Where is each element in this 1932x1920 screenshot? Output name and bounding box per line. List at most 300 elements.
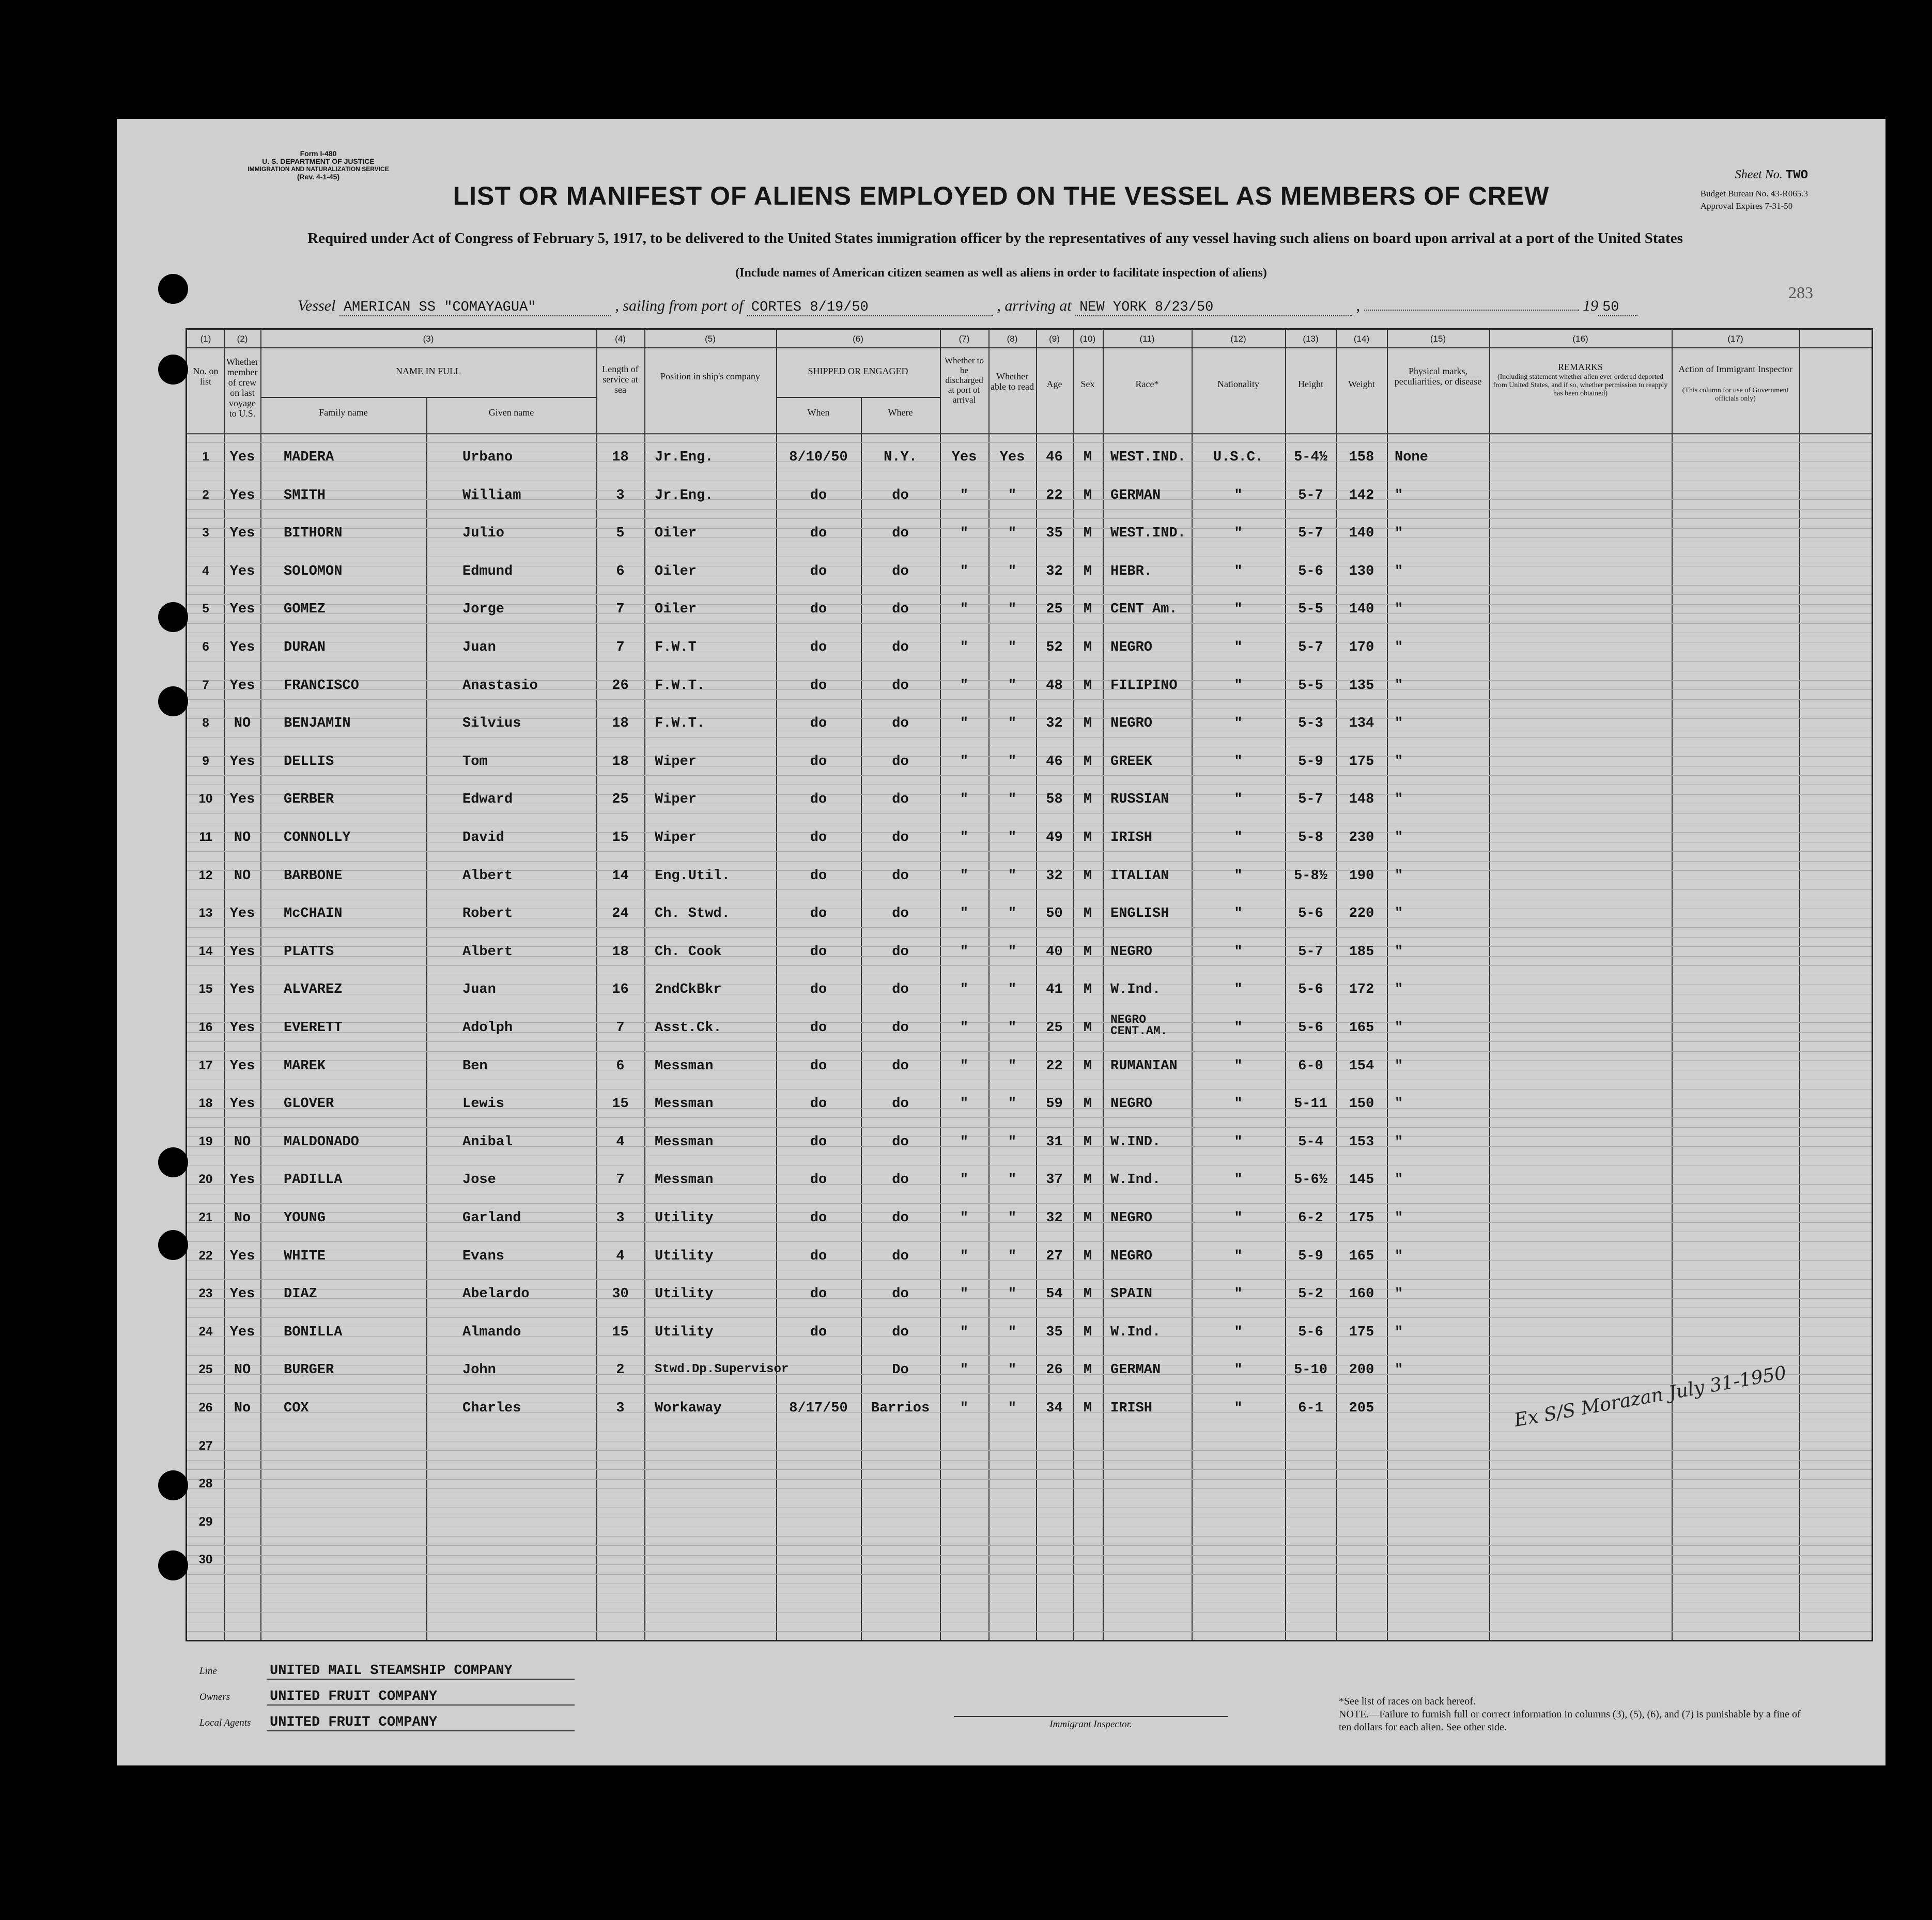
cell-height: 5-6 (1298, 982, 1323, 998)
line-label: Line (199, 1666, 217, 1677)
cell-family: PLATTS (284, 944, 334, 960)
cell-nat: " (1234, 1401, 1243, 1416)
cell-weight: 190 (1349, 868, 1374, 884)
cell-position: Messman (655, 1134, 714, 1150)
cell-height: 5-9 (1298, 754, 1323, 770)
ruled-line (187, 1574, 1872, 1575)
cell-nat: " (1234, 526, 1243, 542)
cell-weight: 205 (1349, 1401, 1374, 1416)
cell-disch: " (960, 487, 969, 503)
cell-age: 32 (1046, 716, 1063, 732)
inspector-signature-line: Immigrant Inspector. (954, 1716, 1228, 1730)
cell-height: 6-1 (1298, 1401, 1323, 1416)
cell-crew: No (234, 1210, 251, 1226)
cell-height: 5-6½ (1294, 1172, 1327, 1188)
cell-height: 5-11 (1294, 1096, 1327, 1112)
cell-read: " (1008, 754, 1017, 770)
cell-no: 9 (202, 754, 209, 768)
cell-service: 4 (616, 1248, 625, 1264)
cell-service: 7 (616, 640, 625, 655)
cell-given: Ben (462, 1058, 488, 1074)
cell-height: 6-2 (1298, 1210, 1323, 1226)
cell-marks: " (1395, 830, 1403, 846)
cell-no: 21 (198, 1210, 213, 1224)
cell-weight: 185 (1349, 944, 1374, 960)
cell-height: 5-4 (1298, 1134, 1323, 1150)
ruled-line (187, 1460, 1872, 1461)
cell-position: Asst.Ck. (655, 1020, 722, 1036)
cell-position: Wiper (655, 830, 697, 846)
cell-no: 6 (202, 640, 209, 654)
column-number: (12) (1230, 334, 1246, 344)
page-subtitle: Required under Act of Congress of February 5, 1917, to be delivered to the United States immigration officer by the representatives of any vessel having such aliens on board upon arrival at a port of the United States (307, 230, 1683, 247)
cell-where: do (892, 1096, 909, 1112)
cell-family: DURAN (284, 640, 326, 655)
footer-agents (199, 1715, 575, 1731)
cell-marks: " (1395, 1020, 1403, 1036)
ruled-line (187, 1545, 1872, 1546)
ruled-line (187, 965, 1872, 966)
cell-weight: 154 (1349, 1058, 1374, 1074)
cell-marks: " (1395, 1134, 1403, 1150)
cell-nat: " (1234, 1324, 1243, 1340)
punch-hole (158, 602, 188, 632)
ruled-line (187, 1450, 1872, 1451)
cell-nat: " (1234, 754, 1243, 770)
header-length-of-service: Length of service at sea (602, 364, 639, 395)
cell-age: 41 (1046, 982, 1063, 998)
cell-sex: M (1083, 1324, 1092, 1340)
cell-when: do (810, 830, 827, 846)
ruled-line (187, 1203, 1872, 1204)
cell-weight: 140 (1349, 602, 1374, 618)
cell-disch: " (960, 944, 969, 960)
cell-age: 22 (1046, 1058, 1063, 1074)
header-subrule (776, 397, 940, 398)
cell-race: NEGRO (1110, 640, 1153, 655)
cell-where: N.Y. (884, 450, 917, 465)
cell-family: BURGER (284, 1362, 334, 1378)
ruled-line (187, 1117, 1872, 1118)
cell-sex: M (1083, 678, 1092, 694)
cell-nat: " (1234, 1134, 1243, 1150)
cell-when: do (810, 563, 827, 579)
cell-no: 15 (198, 982, 213, 996)
cell-race: HEBR. (1110, 563, 1153, 579)
cell-family: GERBER (284, 792, 334, 808)
fine-note: NOTE.—Failure to furnish full or correct information in columns (3), (5), (6), and (7) is punishable by a fine of ten dollars for each alien. See other side. (1339, 1709, 1801, 1733)
ruled-line (187, 1317, 1872, 1318)
header-when: When (807, 407, 830, 418)
header-action-note: (This column for use of Government officials only) (1682, 387, 1789, 403)
cell-where: do (892, 1210, 909, 1226)
cell-where: do (892, 1058, 909, 1074)
cell-crew: Yes (229, 526, 255, 542)
cell-no: 17 (198, 1058, 213, 1072)
ruled-line (187, 737, 1872, 738)
cell-sex: M (1083, 1134, 1092, 1150)
cell-sex: M (1083, 1248, 1092, 1264)
column-number: (13) (1303, 334, 1319, 344)
cell-where: do (892, 1020, 909, 1036)
cell-age: 58 (1046, 792, 1063, 808)
cell-weight: 135 (1349, 678, 1374, 694)
cell-sex: M (1083, 640, 1092, 655)
cell-no: 29 (198, 1514, 213, 1529)
cell-marks: " (1395, 1248, 1403, 1264)
cell-position: Messman (655, 1058, 714, 1074)
cell-read: " (1008, 1362, 1017, 1378)
cell-position: F.W.T (655, 640, 697, 655)
cell-weight: 150 (1349, 1096, 1374, 1112)
cell-marks: " (1395, 1058, 1403, 1074)
cell-age: 25 (1046, 1020, 1063, 1036)
cell-age: 35 (1046, 1324, 1063, 1340)
cell-family: BITHORN (284, 526, 343, 542)
cell-read: " (1008, 1020, 1017, 1036)
cell-given: Silvius (462, 716, 521, 732)
cell-crew: Yes (229, 678, 255, 694)
cell-service: 15 (612, 1324, 629, 1340)
cell-service: 25 (612, 792, 629, 808)
cell-age: 32 (1046, 1210, 1063, 1226)
cell-no: 19 (198, 1134, 213, 1148)
cell-where: do (892, 640, 909, 655)
cell-nat: " (1234, 563, 1243, 579)
cell-no: 26 (198, 1401, 213, 1415)
cell-no: 25 (198, 1362, 213, 1377)
cell-weight: 170 (1349, 640, 1374, 655)
cell-nat: " (1234, 944, 1243, 960)
sailing-label: , sailing from port of (615, 297, 744, 314)
cell-marks: " (1395, 716, 1403, 732)
cell-read: Yes (999, 450, 1025, 465)
cell-service: 24 (612, 906, 629, 922)
cell-when: do (810, 1172, 827, 1188)
cell-age: 59 (1046, 1096, 1063, 1112)
cell-sex: M (1083, 1210, 1092, 1226)
cell-no: 10 (198, 792, 213, 806)
cell-sex: M (1083, 830, 1092, 846)
cell-weight: 230 (1349, 830, 1374, 846)
punch-hole (158, 1147, 188, 1177)
cell-disch: " (960, 868, 969, 884)
cell-where: Do (892, 1362, 909, 1378)
cell-sex: M (1083, 754, 1092, 770)
page-subtitle-note: (Include names of American citizen seamen as well as aliens in order to facilitate inspection of aliens) (735, 266, 1267, 280)
cell-age: 49 (1046, 830, 1063, 846)
punch-hole (158, 1550, 188, 1580)
form-header-block (184, 150, 453, 181)
cell-disch: " (960, 1362, 969, 1378)
cell-no: 16 (198, 1020, 213, 1034)
cell-given: Robert (462, 906, 513, 922)
cell-height: 5-5 (1298, 678, 1323, 694)
cell-age: 27 (1046, 1248, 1063, 1264)
cell-where: do (892, 982, 909, 998)
cell-height: 5-7 (1298, 792, 1323, 808)
cell-read: " (1008, 906, 1017, 922)
cell-given: Tom (462, 754, 488, 770)
cell-sex: M (1083, 1286, 1092, 1302)
cell-position: Oiler (655, 602, 697, 618)
cell-marks: " (1395, 944, 1403, 960)
ruled-line (187, 518, 1872, 519)
cell-weight: 130 (1349, 563, 1374, 579)
vessel-name: AMERICAN SS "COMAYAGUA" (339, 300, 611, 316)
cell-race: FILIPINO (1110, 678, 1178, 694)
cell-when: do (810, 1324, 827, 1340)
cell-given: Adolph (462, 1020, 513, 1036)
cell-weight: 160 (1349, 1286, 1374, 1302)
header-name-in-full: NAME IN FULL (396, 366, 461, 376)
cell-no: 1 (202, 450, 209, 464)
cell-weight: 145 (1349, 1172, 1374, 1188)
cell-marks: " (1395, 1210, 1403, 1226)
header-shipped-engaged: SHIPPED OR ENGAGED (808, 366, 908, 376)
cell-where: do (892, 906, 909, 922)
cell-read: " (1008, 830, 1017, 846)
ruled-line (187, 813, 1872, 814)
column-number: (9) (1049, 334, 1060, 344)
cell-age: 32 (1046, 563, 1063, 579)
cell-position: Utility (655, 1286, 714, 1302)
cell-height: 5-6 (1298, 1020, 1323, 1036)
cell-no: 14 (198, 944, 213, 958)
cell-given: Evans (462, 1248, 505, 1264)
cell-height: 5-6 (1298, 906, 1323, 922)
cell-weight: 158 (1349, 450, 1374, 465)
cell-disch: " (960, 1058, 969, 1074)
ruled-line (187, 1564, 1872, 1565)
cell-when: do (810, 678, 827, 694)
cell-nat: " (1234, 830, 1243, 846)
cell-service: 3 (616, 1401, 625, 1416)
cell-marks: " (1395, 906, 1403, 922)
cell-when: do (810, 1134, 827, 1150)
cell-when: do (810, 868, 827, 884)
column-number: (7) (959, 334, 970, 344)
cell-disch: " (960, 830, 969, 846)
cell-sex: M (1083, 868, 1092, 884)
ruled-line (187, 1279, 1872, 1280)
cell-marks: " (1395, 1362, 1403, 1378)
vessel-line: Vessel AMERICAN SS "COMAYAGUA" , sailing from port of CORTES 8/19/50 , arriving at NEW YORK 8/23/50 , 19 50 (298, 297, 1637, 316)
ruled-line (187, 442, 1872, 443)
cell-family: COX (284, 1401, 309, 1416)
cell-family: MADERA (284, 450, 334, 465)
cell-race: W.IND. (1110, 1134, 1161, 1150)
cell-crew: No (234, 1401, 251, 1416)
cell-family: ALVAREZ (284, 982, 343, 998)
cell-disch: " (960, 563, 969, 579)
cell-service: 26 (612, 678, 629, 694)
cell-disch: " (960, 1134, 969, 1150)
cell-service: 15 (612, 1096, 629, 1112)
blank-field (1364, 310, 1579, 311)
cell-height: 5-2 (1298, 1286, 1323, 1302)
header-race: Race* (1135, 379, 1159, 389)
cell-race: NEGRO (1110, 1248, 1153, 1264)
cell-weight: 175 (1349, 754, 1374, 770)
cell-sex: M (1083, 602, 1092, 618)
cell-service: 14 (612, 868, 629, 884)
cell-disch: " (960, 602, 969, 618)
cell-race: IRISH (1110, 830, 1153, 846)
cell-weight: 220 (1349, 906, 1374, 922)
cell-given: Almando (462, 1324, 521, 1340)
cell-read: " (1008, 563, 1017, 579)
ruled-line (187, 1488, 1872, 1489)
cell-disch: " (960, 1286, 969, 1302)
cell-read: " (1008, 716, 1017, 732)
cell-disch: " (960, 640, 969, 655)
cell-crew: Yes (229, 450, 255, 465)
cell-sex: M (1083, 487, 1092, 503)
cell-service: 6 (616, 563, 625, 579)
cell-race: WEST.IND. (1110, 526, 1186, 542)
cell-when: do (810, 906, 827, 922)
cell-disch: Yes (951, 450, 977, 465)
cell-age: 46 (1046, 754, 1063, 770)
footer-owners (199, 1689, 575, 1706)
cell-nat: " (1234, 487, 1243, 503)
cell-age: 31 (1046, 1134, 1063, 1150)
cell-age: 50 (1046, 906, 1063, 922)
cell-disch: " (960, 982, 969, 998)
service-name: IMMIGRATION AND NATURALIZATION SERVICE (248, 165, 389, 173)
cell-disch: " (960, 1172, 969, 1188)
cell-family: MALDONADO (284, 1134, 359, 1150)
cell-service: 18 (612, 754, 629, 770)
punch-hole (158, 274, 188, 304)
ruled-line (187, 1241, 1872, 1242)
punch-hole (158, 355, 188, 385)
cell-age: 40 (1046, 944, 1063, 960)
cell-race: NEGRO (1110, 716, 1153, 732)
cell-nat: U.S.C. (1213, 450, 1264, 465)
cell-weight: 140 (1349, 526, 1374, 542)
cell-height: 5-9 (1298, 1248, 1323, 1264)
cell-read: " (1008, 792, 1017, 808)
cell-race: RUSSIAN (1110, 792, 1169, 808)
punch-hole (158, 1230, 188, 1260)
line-value: UNITED MAIL STEAMSHIP COMPANY (267, 1663, 575, 1680)
cell-crew: Yes (229, 640, 255, 655)
cell-family: EVERETT (284, 1020, 343, 1036)
cell-marks: " (1395, 1286, 1403, 1302)
cell-service: 7 (616, 602, 625, 618)
cell-no: 4 (202, 563, 209, 578)
approval-expires: Approval Expires 7-31-50 (1700, 201, 1793, 211)
cell-read: " (1008, 1286, 1017, 1302)
cell-sex: M (1083, 906, 1092, 922)
cell-height: 5-7 (1298, 640, 1323, 655)
cell-where: do (892, 868, 909, 884)
cell-height: 5-7 (1298, 944, 1323, 960)
cell-family: SMITH (284, 487, 326, 503)
column-number: (1) (200, 334, 211, 344)
cell-height: 5-5 (1298, 602, 1323, 618)
cell-crew: Yes (229, 1324, 255, 1340)
cell-position: Jr.Eng. (655, 487, 714, 503)
cell-disch: " (960, 1096, 969, 1112)
cell-weight: 153 (1349, 1134, 1374, 1150)
cell-family: DELLIS (284, 754, 334, 770)
cell-nat: " (1234, 792, 1243, 808)
cell-crew: Yes (229, 1248, 255, 1264)
cell-no: 18 (198, 1096, 213, 1111)
cell-service: 30 (612, 1286, 629, 1302)
cell-crew: Yes (229, 1058, 255, 1074)
cell-given: Anastasio (462, 678, 538, 694)
cell-sex: M (1083, 526, 1092, 542)
cell-disch: " (960, 526, 969, 542)
cell-read: " (1008, 526, 1017, 542)
cell-where: do (892, 1134, 909, 1150)
cell-crew: Yes (229, 563, 255, 579)
cell-disch: " (960, 1210, 969, 1226)
cell-no: 13 (198, 906, 213, 920)
cell-race: NEGRO (1110, 1210, 1153, 1226)
cell-family: BENJAMIN (284, 716, 351, 732)
ruled-line (187, 1041, 1872, 1042)
ruled-line (187, 594, 1872, 595)
cell-nat: " (1234, 868, 1243, 884)
cell-marks: " (1395, 1172, 1403, 1188)
cell-no: 23 (198, 1286, 213, 1301)
cell-read: " (1008, 944, 1017, 960)
cell-family: DIAZ (284, 1286, 317, 1302)
cell-sex: M (1083, 1172, 1092, 1188)
cell-race: W.Ind. (1110, 1172, 1161, 1188)
cell-marks: " (1395, 602, 1403, 618)
cell-read: " (1008, 1248, 1017, 1264)
cell-age: 32 (1046, 868, 1063, 884)
cell-when: do (810, 944, 827, 960)
cell-marks: " (1395, 754, 1403, 770)
header-position: Position in ship's company (660, 371, 760, 381)
cell-age: 22 (1046, 487, 1063, 503)
cell-when: do (810, 1058, 827, 1074)
cell-nat: " (1234, 1058, 1243, 1074)
cell-service: 3 (616, 487, 625, 503)
cell-read: " (1008, 1324, 1017, 1340)
form-number: Form I-480 (300, 149, 337, 158)
cell-position: Wiper (655, 792, 697, 808)
cell-given: Jorge (462, 602, 505, 618)
cell-position: Ch. Cook (655, 944, 722, 960)
cell-service: 6 (616, 1058, 625, 1074)
cell-no: 3 (202, 526, 209, 540)
column-number: (14) (1353, 334, 1370, 344)
column-rule (861, 397, 862, 1640)
ruled-line (187, 861, 1872, 862)
ruled-line (187, 775, 1872, 776)
cell-where: do (892, 792, 909, 808)
cell-race: ENGLISH (1110, 906, 1169, 922)
header-sex: Sex (1080, 379, 1095, 389)
cell-nat: " (1234, 1020, 1243, 1036)
footer-line (199, 1663, 575, 1680)
cell-age: 52 (1046, 640, 1063, 655)
cell-marks: " (1395, 792, 1403, 808)
cell-race: W.Ind. (1110, 1324, 1161, 1340)
cell-nat: " (1234, 982, 1243, 998)
cell-given: Urbano (462, 450, 513, 465)
cell-age: 35 (1046, 526, 1063, 542)
cell-crew: Yes (229, 487, 255, 503)
